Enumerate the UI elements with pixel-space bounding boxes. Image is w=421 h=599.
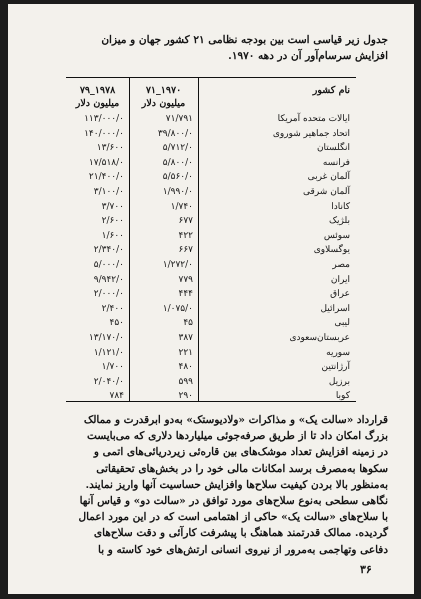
cell-country: اتحاد جماهیر شوروی xyxy=(272,128,350,139)
cell-budget-1978: ۱/۶۰۰ xyxy=(101,230,124,241)
table-row xyxy=(66,346,356,361)
table-row xyxy=(66,170,356,185)
cell-budget-1970: ۵۹۹ xyxy=(178,376,193,387)
column-header-1978 xyxy=(66,84,129,110)
table-row xyxy=(66,375,356,390)
cell-country: انگلستان xyxy=(316,143,350,154)
table-row xyxy=(66,287,356,302)
table-row xyxy=(66,273,356,288)
cell-budget-1970: ۱/۹۹۰/۰ xyxy=(162,186,193,197)
header-unit-1978: میلیون دلار xyxy=(75,98,120,109)
cell-budget-1978: ۳/۷۰۰ xyxy=(101,201,124,212)
cell-budget-1978: ۱/۷۰۰ xyxy=(101,362,124,373)
paragraph-line: نگاهی سطحی به‌نوع سلاح‌های مورد توافق در «سالت دو» و قیاس آنها xyxy=(79,495,388,508)
cell-budget-1978: ۱۴۰/۰۰۰/۰ xyxy=(84,128,124,139)
cell-budget-1970: ۴۵ xyxy=(183,318,193,329)
cell-budget-1970: ۲۲۱ xyxy=(178,347,193,358)
paragraph-line: بزرگ امکان داد تا از طریق صرفه‌جوئی میلیاردها دلاری که می‌بایست xyxy=(87,430,388,443)
cell-budget-1970: ۴۸۰ xyxy=(178,362,193,373)
cell-country: مصر xyxy=(332,259,350,270)
table-row xyxy=(66,302,356,317)
cell-budget-1970: ۵/۵۶۰/۰ xyxy=(162,172,193,183)
cell-budget-1970: ۱/۷۴۰ xyxy=(170,201,193,212)
cell-budget-1978: ۲/۰۴۰/۰ xyxy=(93,376,124,387)
table-row xyxy=(66,243,356,258)
table-row xyxy=(66,141,356,156)
cell-budget-1978: ۳/۱۰۰/۰ xyxy=(93,186,124,197)
cell-country: یوگسلاوی xyxy=(313,245,350,256)
cell-country: آلمان شرقی xyxy=(303,186,350,197)
table-row xyxy=(66,331,356,346)
cell-budget-1978: ۷۸۴ xyxy=(109,391,124,402)
cell-budget-1970: ۷۷۹ xyxy=(178,274,193,285)
cell-budget-1970: ۲۹۰ xyxy=(178,391,193,402)
cell-country: آلمان غربی xyxy=(307,172,350,183)
cell-budget-1978: ۲۱/۴۰۰/۰ xyxy=(88,172,124,183)
cell-budget-1970: ۳۹/۸۰۰/۰ xyxy=(157,128,193,139)
cell-country: کانادا xyxy=(331,201,350,212)
paragraph-line: در زمینه افزایش تعداد موشک‌های بین قاره‌ئی زیردریائی‌های اتمی و xyxy=(93,446,388,459)
cell-country: عربستان‌سعودی xyxy=(289,332,350,343)
paragraph-line: گردیده. ممالک قدرتمند هماهنگ با پیشرفت کارآئی و دقت سلاح‌های xyxy=(93,527,388,540)
caption-line-2: افزایش سرسام‌آور آن در دهه ۱۹۷۰. xyxy=(228,50,388,62)
table-row xyxy=(66,185,356,200)
header-unit-1970: میلیون دلار xyxy=(141,98,186,109)
cell-country: ایالات متحده آمریکا xyxy=(277,114,350,124)
book-page xyxy=(8,4,414,594)
cell-country: لیبی xyxy=(334,318,350,329)
table-row xyxy=(66,389,356,404)
cell-budget-1970: ۱/۲۷۲/۰ xyxy=(162,259,193,270)
cell-country: بلژیک xyxy=(328,216,350,227)
table-body xyxy=(66,112,356,404)
cell-budget-1978: ۲/۶۰۰ xyxy=(101,216,124,227)
cell-budget-1978: ۱۳/۶۰۰ xyxy=(96,143,124,154)
header-year-1978: ۷۹_۱۹۷۸ xyxy=(79,85,116,96)
body-paragraph xyxy=(32,412,388,558)
cell-budget-1978: ۱/۱۲۱/۰ xyxy=(93,347,124,358)
cell-budget-1978: ۴۵۰ xyxy=(109,318,124,329)
cell-country: عراق xyxy=(330,289,350,300)
table-row xyxy=(66,360,356,375)
page-number: ۳۶ xyxy=(360,563,372,576)
cell-country: سوریه xyxy=(326,347,350,358)
table-row xyxy=(66,229,356,244)
military-budget-table xyxy=(66,77,356,402)
table-row xyxy=(66,258,356,273)
table-row xyxy=(66,127,356,142)
cell-budget-1970: ۵/۷۱۲/۰ xyxy=(162,143,193,154)
cell-budget-1978: ۹/۹۴۲/۰ xyxy=(93,274,124,285)
caption-line-1: جدول زیر قیاسی است بین بودجه نظامی ۲۱ کشور جهان و میزان xyxy=(101,34,388,46)
cell-budget-1970: ۷۱/۷۹۱ xyxy=(165,114,193,124)
cell-country: سوئس xyxy=(323,230,350,241)
table-row xyxy=(66,112,356,127)
cell-budget-1970: ۴۴۴ xyxy=(178,289,193,300)
table-row xyxy=(66,156,356,171)
cell-country: ایران xyxy=(330,274,350,285)
cell-budget-1970: ۴۲۲ xyxy=(178,230,193,241)
table-row xyxy=(66,214,356,229)
cell-budget-1970: ۱/۰۷۵/۰ xyxy=(162,303,193,314)
column-header-country xyxy=(198,84,356,97)
paragraph-line: قرارداد «سالت یک» و مذاکرات «ولادیوستک» به‌دو ابرقدرت و ممالک xyxy=(83,414,388,426)
paragraph-line: با سلاح‌های «سالت یک» حاکی از اهتمامی است که در این مورد اعمال xyxy=(78,511,388,524)
table-row xyxy=(66,316,356,331)
cell-budget-1970: ۶۶۷ xyxy=(178,245,193,256)
cell-country: فرانسه xyxy=(322,157,350,168)
cell-budget-1978: ۲/۰۰۰/۰ xyxy=(93,289,124,300)
header-year-1970: ۷۱_۱۹۷۰ xyxy=(145,85,182,96)
cell-budget-1978: ۵/۰۰۰/۰ xyxy=(93,259,124,270)
cell-budget-1978: ۲/۴۰۰ xyxy=(101,303,124,314)
cell-budget-1978: ۱۱۳/۰۰۰/۰ xyxy=(84,114,124,124)
cell-budget-1978: ۱۳/۱۷۰/۰ xyxy=(88,332,124,343)
cell-country: برزیل xyxy=(328,376,350,387)
cell-country: اسرائیل xyxy=(320,303,350,314)
cell-country: آرژانتین xyxy=(321,362,350,373)
cell-budget-1970: ۳۸۷ xyxy=(178,332,193,343)
table-caption xyxy=(38,32,388,64)
header-country: نام کشور xyxy=(312,85,350,96)
table-row xyxy=(66,200,356,215)
cell-budget-1978: ۲/۳۴۰/۰ xyxy=(93,245,124,256)
paragraph-line: به‌منظور بالا بردن کیفیت سلاح‌ها وافزایش حساسیت آنها واریز نمایند. xyxy=(85,478,388,491)
paragraph-line: سکوها به‌مصرف برسد امکانات مالی خود را در بخش‌های تحقیقاتی xyxy=(96,462,388,475)
column-header-1970 xyxy=(129,84,198,110)
paragraph-line: دفاعی وتهاجمی به‌مرور از نیروی انسانی ارتش‌های خود کاسته و با xyxy=(98,543,388,556)
cell-budget-1970: ۵/۸۰۰/۰ xyxy=(162,157,193,168)
cell-country: کوبا xyxy=(335,391,350,402)
cell-budget-1970: ۶۷۷ xyxy=(178,216,193,227)
cell-budget-1978: ۱۷/۵۱۸/۰ xyxy=(88,157,124,168)
